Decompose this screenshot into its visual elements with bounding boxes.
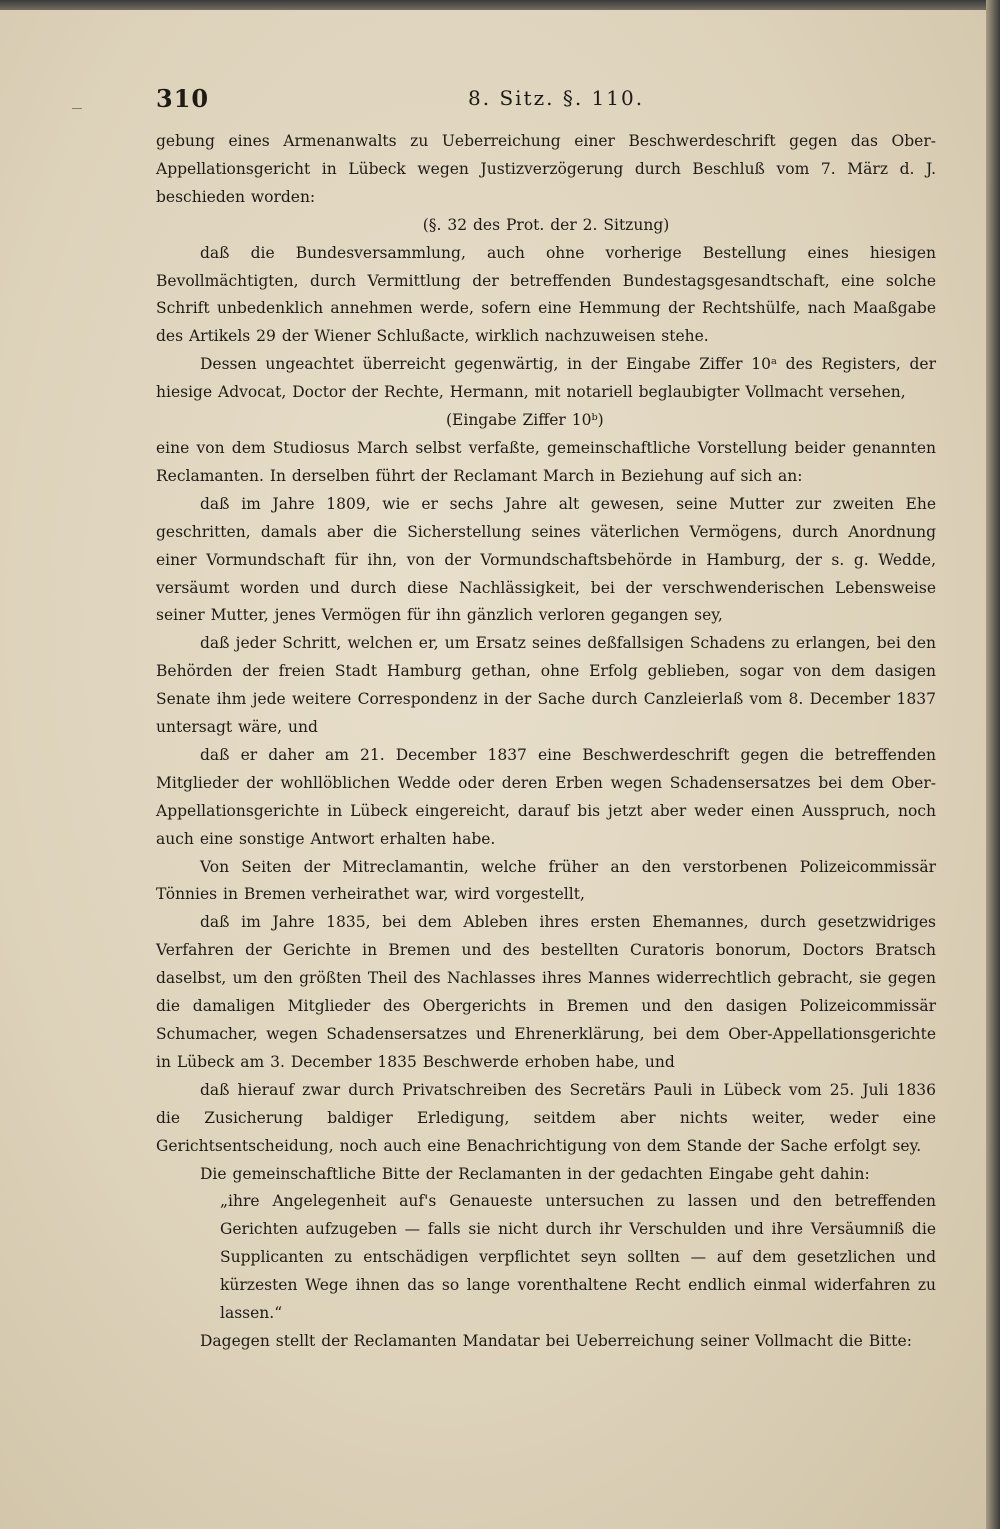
paragraph: daß die Bundesversammlung, auch ohne vorherige Bestellung eines hiesigen Bevollmächtigten, durch Vermittlung der betreffenden Bundestagsgesandtschaft, eine solche Schrift unbedenklich annehmen werde, sofern eine Hemmung der Rechtshülfe, nach Maaßgabe des Artikels 29 der Wiener Schlußacte, wirklich nachzuweisen stehe. [156,243,936,346]
paragraph: daß er daher am 21. December 1837 eine Beschwerdeschrift gegen die betreffenden Mitglieder der wohllöblichen Wedde oder deren Erben wegen Schadensersatzes bei dem Ober-Appellationsgerichte in Lübeck eingereicht, darauf bis jetzt aber weder einen Ausspruch, noch auch eine sonstige Antwort erhalten habe. [156,745,936,848]
paragraph: eine von dem Studiosus March selbst verfaßte, gemeinschaftliche Vorstellung beider genannten Reclamanten. In derselben führt der Reclamant March in Beziehung auf sich an: [156,438,936,485]
paragraph: gebung eines Armenanwalts zu Ueberreichung einer Beschwerdeschrift gegen das Ober-Appellationsgericht in Lübeck wegen Justizverzögerung durch Beschluß vom 7. März d. J. beschieden worden: [156,132,936,206]
body-text [156,128,936,1356]
page-header [156,84,936,116]
paragraph: daß hierauf zwar durch Privatschreiben des Secretärs Pauli in Lübeck vom 25. Juli 1836 die Zusicherung baldiger Erledigung, seitdem aber nichts weiter, weder eine Gerichtsentscheidung, noch auch eine Benachrichtigung von dem Stande der Sache erfolgt sey. [156,1080,936,1155]
scan-edge-right [986,0,1000,1529]
page [0,10,986,1529]
quoted-petition: „ihre Angelegenheit auf's Genaueste untersuchen zu lassen und den betreffenden Gerichten aufzugeben — falls sie nicht durch ihr Verschulden und ihre Versäumniß die Supplicanten zu entschädigen verpflichtet seyn sollten — auf dem gesetzlichen und kürzesten Wege ihnen das so lange vorenthaltene Recht endlich einmal widerfahren zu lassen.“ [220,1192,936,1323]
paragraph: Dessen ungeachtet überreicht gegenwärtig, in der Eingabe Ziffer 10ᵃ des Registers, der hiesige Advocat, Doctor der Rechte, Hermann, mit notariell beglaubigter Vollmacht versehen, [156,355,936,402]
paragraph: Dagegen stellt der Reclamanten Mandatar bei Ueberreichung seiner Vollmacht die Bitte: [200,1331,912,1350]
paragraph: Die gemeinschaftliche Bitte der Reclamanten in der gedachten Eingabe geht dahin: [200,1164,870,1183]
page-number: 310 [156,84,210,113]
paragraph: daß im Jahre 1835, bei dem Ableben ihres ersten Ehemannes, durch gesetzwidriges Verfahren der Gerichte in Bremen und des bestellten Curatoris bonorum, Doctors Bratsch daselbst, um den größten Theil des Nachlasses ihres Mannes widerrechtlich gebracht, sie gegen die damaligen Mitglieder des Obergerichts in Bremen und den dasigen Polizeicommissär Schumacher, wegen Schadensersatzes und Ehrenerklärung, bei dem Ober-Appellationsgerichte in Lübeck am 3. December 1835 Beschwerde erhoben habe, und [156,913,936,1071]
submission-reference: (Eingabe Ziffer 10ᵇ) [446,411,604,430]
paragraph: daß jeder Schritt, welchen er, um Ersatz seines deßfallsigen Schadens zu erlangen, bei den Behörden der freien Stadt Hamburg gethan, ohne Erfolg geblieben, sogar von dem dasigen Senate ihm jede weitere Correspondenz in der Sache durch Canzleierlaß vom 8. December 1837 untersagt wäre, und [156,634,936,737]
margin-mark [72,108,82,109]
protocol-reference: (§. 32 des Prot. der 2. Sitzung) [422,215,670,234]
running-head: 8. Sitz. §. 110. [468,86,645,110]
paragraph: daß im Jahre 1809, wie er sechs Jahre alt gewesen, seine Mutter zur zweiten Ehe geschritten, damals aber die Sicherstellung seines väterlichen Vermögens, durch Anordnung einer Vormundschaft für ihn, von der Vormundschaftsbehörde in Hamburg, der s. g. Wedde, versäumt worden und durch diese Nachlässigkeit, bei der verschwenderischen Lebensweise seiner Mutter, jenes Vermögen für ihn gänzlich verloren gegangen sey, [156,494,936,625]
paragraph: Von Seiten der Mitreclamantin, welche früher an den verstorbenen Polizeicommissär Tönnies in Bremen verheirathet war, wird vorgestellt, [156,857,936,904]
